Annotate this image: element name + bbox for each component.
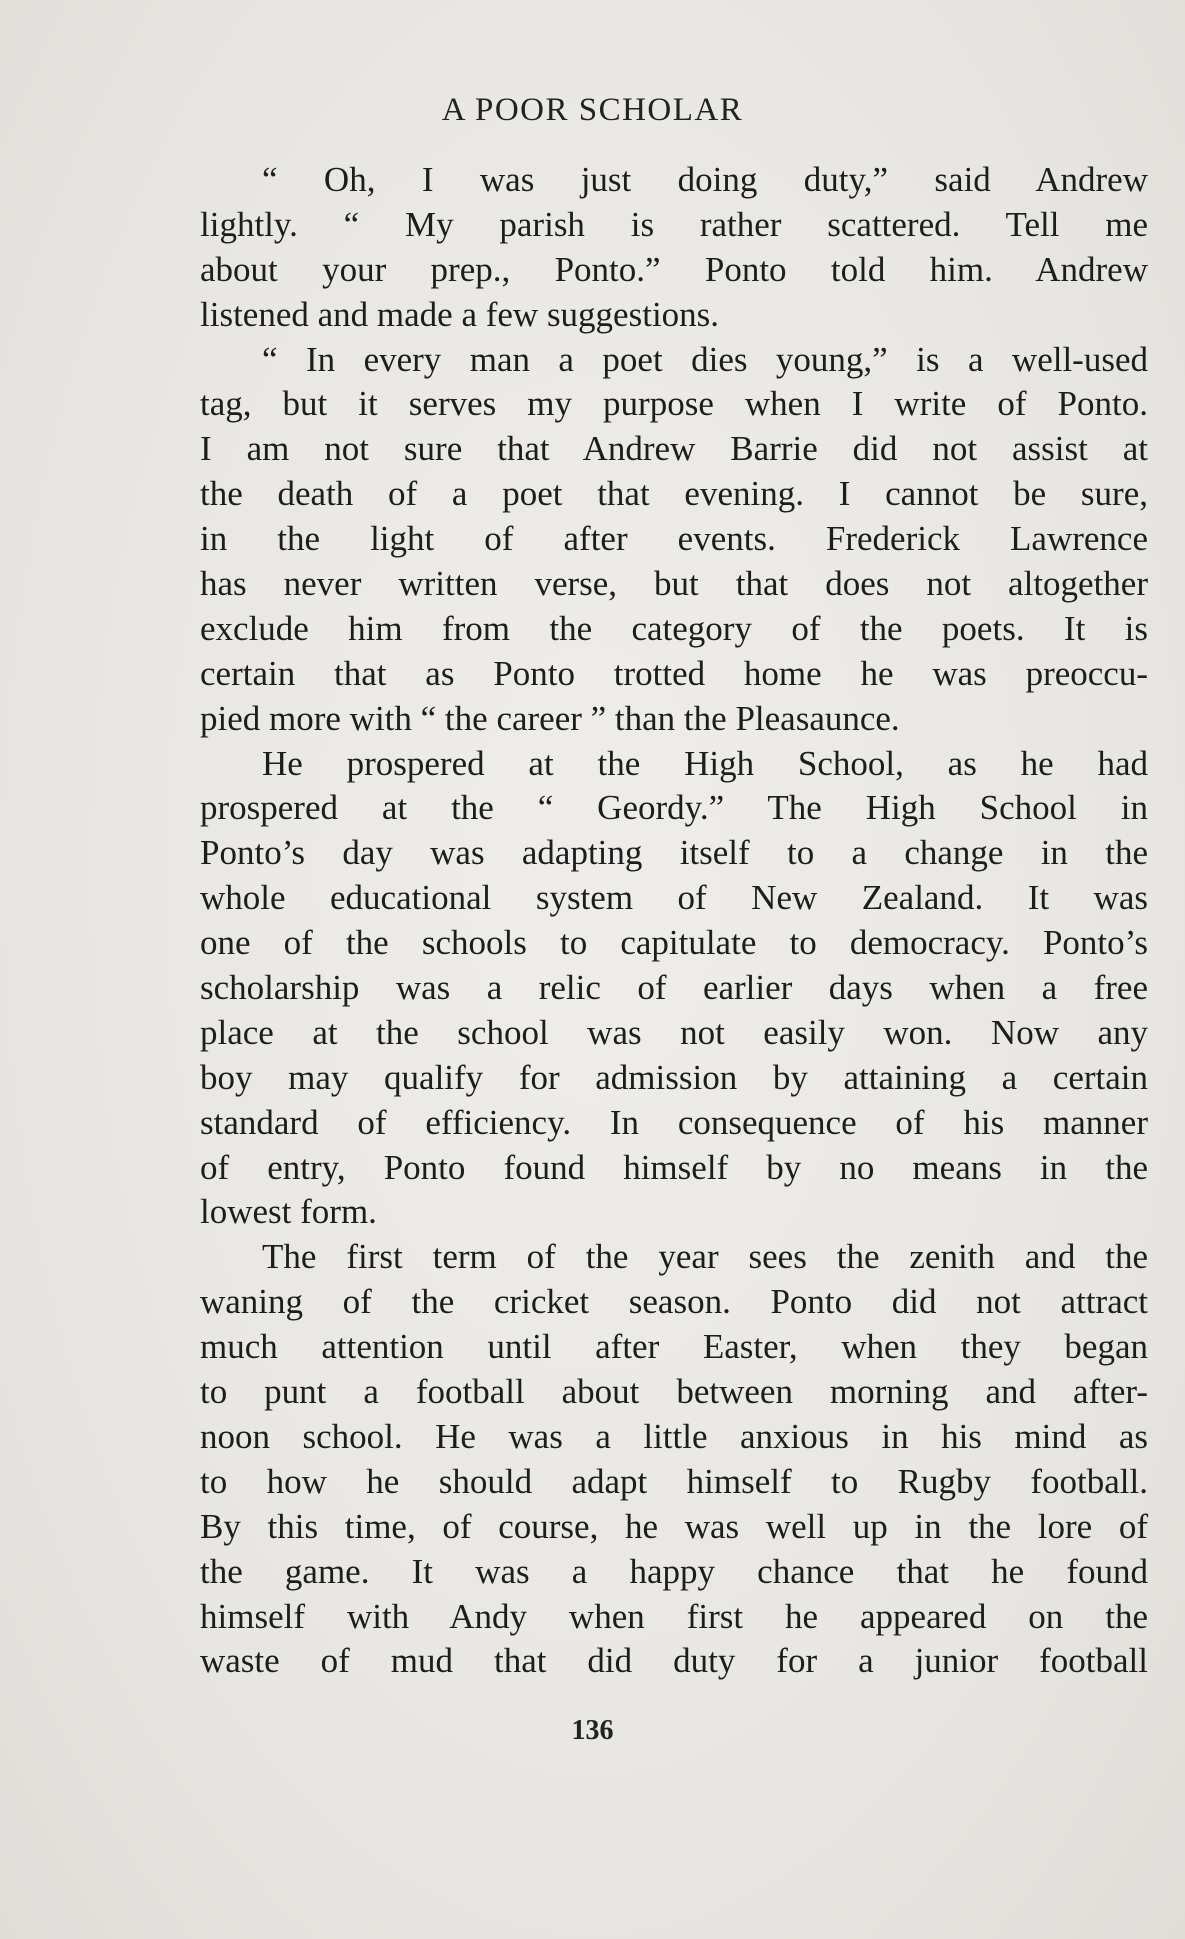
text-line: prospered at the “ Geordy.” The High School in [200, 788, 1148, 828]
text-line: By this time, of course, he was well up in the lore of [200, 1506, 1148, 1546]
text-line: scholarship was a relic of earlier days when a free [200, 968, 1148, 1008]
body-text [200, 158, 1148, 1684]
running-head: A POOR SCHOLAR [441, 92, 744, 128]
text-line: place at the school was not easily won. Now any [200, 1012, 1148, 1052]
text-line: listened and made a few suggestions. [200, 294, 720, 334]
text-line: “ In every man a poet dies young,” is a well-used [262, 339, 1148, 379]
text-line: “ Oh, I was just doing duty,” said Andrew [262, 160, 1148, 199]
text-line: Ponto’s day was adapting itself to a change in the [200, 833, 1148, 873]
text-line: tag, but it serves my purpose when I write of Ponto. [200, 384, 1148, 424]
text-line: standard of efficiency. In consequence of his manner [200, 1102, 1148, 1142]
text-line: noon school. He was a little anxious in his mind as [200, 1416, 1148, 1456]
text-line: exclude him from the category of the poets. It is [200, 608, 1148, 648]
text-line: the death of a poet that evening. I cannot be sure, [200, 474, 1148, 514]
text-line: whole educational system of New Zealand. It was [200, 878, 1148, 918]
text-line: waning of the cricket season. Ponto did not attract [200, 1282, 1148, 1322]
text-line: in the light of after events. Frederick Lawrence [200, 519, 1148, 559]
text-line: I am not sure that Andrew Barrie did not assist at [200, 429, 1148, 469]
text-line: to punt a football about between morning and after- [200, 1372, 1148, 1412]
text-line: lightly. “ My parish is rather scattered. Tell me [200, 204, 1148, 244]
text-line: lowest form. [200, 1192, 377, 1232]
text-line: about your prep., Ponto.” Ponto told him. Andrew [200, 249, 1148, 289]
page-number: 136 [571, 1715, 614, 1746]
text-line: pied more with “ the career ” than the Pleasaunce. [200, 698, 900, 738]
text-line: the game. It was a happy chance that he found [200, 1551, 1148, 1591]
text-line: He prospered at the High School, as he had [262, 743, 1148, 783]
text-line: has never written verse, but that does not altogether [200, 564, 1148, 604]
text-line: The first term of the year sees the zenith and the [262, 1237, 1148, 1277]
text-line: certain that as Ponto trotted home he was preoccu- [200, 653, 1148, 693]
text-line: waste of mud that did duty for a junior football [200, 1641, 1148, 1681]
text-line: boy may qualify for admission by attaining a certain [200, 1057, 1148, 1097]
text-line: of entry, Ponto found himself by no means in the [200, 1147, 1148, 1187]
text-line: to how he should adapt himself to Rugby football. [200, 1461, 1148, 1501]
text-line: much attention until after Easter, when they began [200, 1327, 1148, 1367]
text-line: one of the schools to capitulate to democracy. Ponto’s [200, 923, 1148, 963]
text-line: himself with Andy when first he appeared on the [200, 1596, 1148, 1636]
